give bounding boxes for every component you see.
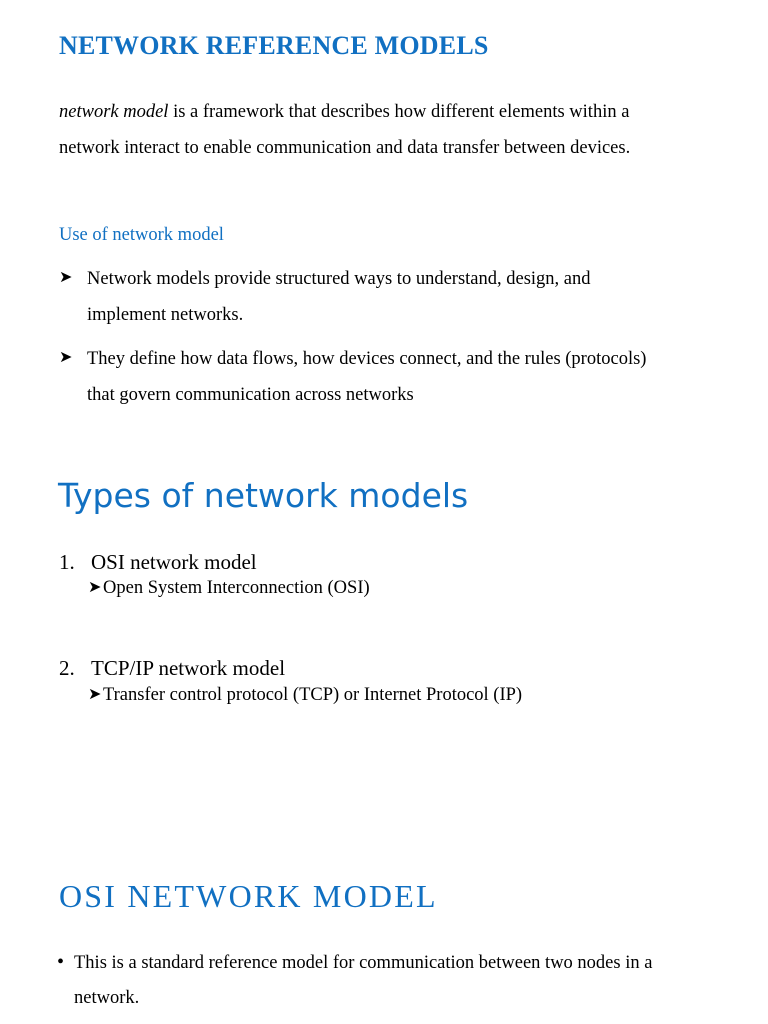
use-bullet-2-line2: that govern communication across networks bbox=[87, 385, 414, 405]
type-item-2-label: TCP/IP network model bbox=[91, 656, 286, 680]
use-section-heading: Use of network model bbox=[59, 225, 224, 245]
intro-text: is a framework that describes how different elements within a bbox=[168, 102, 630, 122]
arrow-bullet-icon: ➤ bbox=[59, 269, 73, 286]
types-heading: Types of network models bbox=[58, 476, 469, 515]
osi-bullet-1-line1: This is a standard reference model for communication between two nodes in a bbox=[74, 953, 653, 973]
intro-term: network model bbox=[59, 102, 169, 122]
use-bullet-1-line1: Network models provide structured ways to understand, design, and bbox=[87, 269, 591, 289]
use-bullet-2-line1: They define how data flows, how devices connect, and the rules (protocols) bbox=[87, 349, 647, 369]
list-number: 1. bbox=[59, 550, 75, 574]
use-bullet-1-line2: implement networks. bbox=[87, 305, 244, 325]
list-number: 2. bbox=[59, 656, 75, 680]
type-item-2-sub: Transfer control protocol (TCP) or Internet Protocol (IP) bbox=[103, 685, 523, 705]
main-heading: NETWORK REFERENCE MODELS bbox=[59, 31, 489, 60]
osi-bullet-1-line2: network. bbox=[74, 988, 140, 1008]
arrow-bullet-icon: ➤ bbox=[88, 579, 102, 596]
arrow-bullet-icon: ➤ bbox=[59, 349, 73, 366]
osi-heading: OSI NETWORK MODEL bbox=[59, 878, 438, 914]
dot-bullet-icon: • bbox=[57, 951, 65, 973]
intro-paragraph-line2: network interact to enable communication and data transfer between devices. bbox=[59, 138, 631, 158]
type-item-1-sub: Open System Interconnection (OSI) bbox=[103, 578, 370, 598]
intro-paragraph-line1 bbox=[59, 100, 629, 124]
type-item-1-label: OSI network model bbox=[91, 550, 257, 574]
arrow-bullet-icon: ➤ bbox=[88, 686, 102, 703]
